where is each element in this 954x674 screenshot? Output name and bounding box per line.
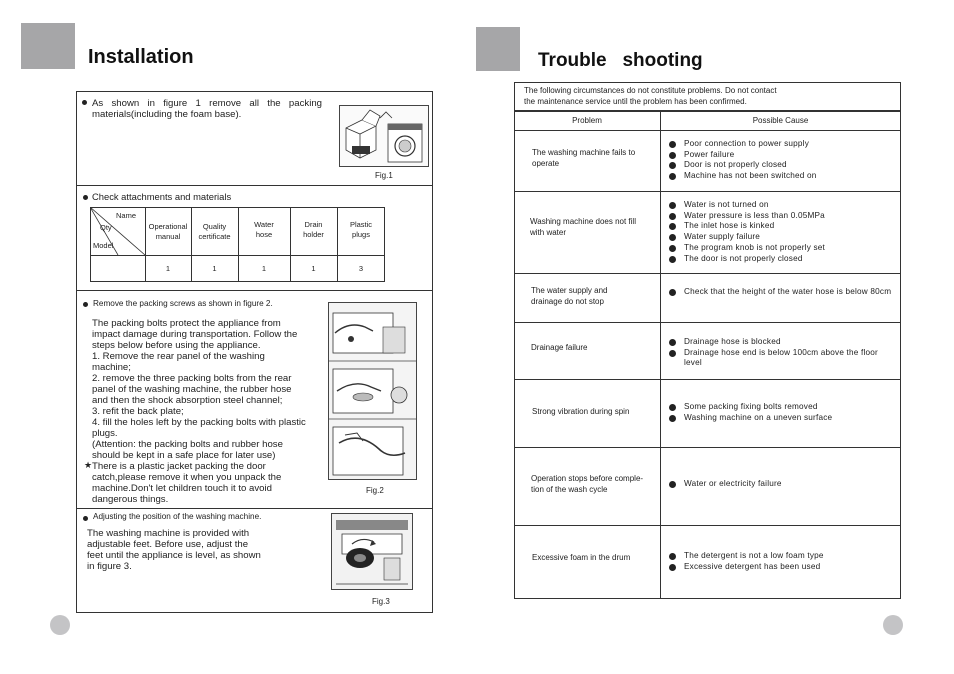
row-divider — [514, 322, 901, 323]
problem-line: Drainage failure — [531, 343, 588, 352]
cause-list — [668, 479, 896, 490]
cause-list — [668, 287, 896, 298]
section2-heading: Check attachments and materials — [92, 191, 232, 202]
fig1-label: Fig.1 — [375, 171, 393, 180]
header-cell — [145, 222, 191, 242]
cause-item: Check that the height of the water hose is below 80cm — [668, 287, 896, 298]
right-page-corner-circle — [883, 615, 903, 635]
instruction-line: machine; — [92, 362, 131, 373]
star-icon: ★ — [84, 460, 93, 470]
problem-line: Washing machine does not fill — [530, 217, 636, 226]
warning-line: dangerous things. — [92, 494, 169, 505]
qty-cell: 1 — [212, 264, 217, 273]
problem-line: with water — [530, 227, 567, 237]
row-divider — [514, 273, 901, 274]
header-cell — [191, 222, 238, 242]
corner-qty: Qty — [100, 223, 112, 232]
cause-item: Water is not turned on — [668, 200, 896, 211]
bullet — [83, 516, 88, 521]
instruction-line: 1. Remove the rear panel of the washing — [92, 351, 265, 362]
left-header-square — [21, 23, 75, 69]
header-line: plugs — [352, 230, 370, 239]
column-header-cause: Possible Cause — [752, 116, 809, 125]
problem-cell — [531, 343, 656, 354]
adjustable-feet-text — [87, 528, 271, 572]
instruction-line: 4. fill the holes left by the packing bolts with plastic — [92, 417, 306, 428]
instruction-line: panel of the washing machine, the rubber hose — [92, 384, 292, 395]
row-divider — [514, 447, 901, 448]
feet-line: adjustable feet. Before use, adjust the — [87, 539, 249, 550]
problem-line: Excessive foam in the drum — [532, 553, 631, 562]
cause-item: Poor connection to power supply — [668, 139, 896, 150]
warning-line: There is a plastic jacket packing the door — [92, 461, 266, 472]
instruction-line: and then the shock absorption steel channel; — [92, 395, 283, 406]
intro-line: the maintenance service until the problem has been confirmed. — [524, 97, 747, 106]
header-line: Operational — [148, 222, 188, 231]
problem-line: Strong vibration during spin — [532, 407, 630, 416]
section3-heading: Remove the packing screws as shown in figure 2. — [93, 299, 273, 308]
fig2-label: Fig.2 — [366, 486, 384, 495]
right-header-square — [476, 27, 520, 71]
qty-cell: 1 — [261, 264, 267, 273]
qty-cell: 3 — [358, 264, 364, 273]
left-page-title: Installation — [88, 46, 194, 68]
cause-item: Machine has not been switched on — [668, 171, 896, 182]
instruction-line: should be kept in a safe place for later use) — [92, 450, 276, 461]
cause-item: The inlet hose is kinked — [668, 221, 896, 232]
row-divider — [514, 191, 901, 192]
cause-item: Washing machine on a uneven surface — [668, 413, 896, 424]
instruction-line: steps below before using the appliance. — [92, 340, 261, 351]
cause-list — [668, 551, 896, 572]
section1-text: As shown in figure 1 remove all the packing materials(including the foam base). — [92, 98, 322, 120]
header-line: certificate — [198, 232, 231, 241]
cause-list — [668, 337, 896, 369]
instruction-line: 2. remove the three packing bolts from the rear — [92, 373, 292, 384]
header-line: Quality — [202, 222, 227, 231]
row-divider — [514, 525, 901, 526]
instruction-line: plugs. — [92, 428, 118, 439]
cause-item: The door is not properly closed — [668, 254, 896, 265]
problem-cell — [532, 407, 657, 418]
cause-item: Some packing fixing bolts removed — [668, 402, 896, 413]
qty-cell: 1 — [165, 264, 171, 273]
cause-list — [668, 402, 896, 423]
header-line: manual — [155, 232, 181, 241]
problem-line: tion of the wash cycle — [531, 484, 608, 494]
cause-item: Drainage hose is blocked — [668, 337, 896, 348]
packing-bolts-instructions — [92, 318, 314, 505]
fig3-label: Fig.3 — [372, 597, 390, 606]
feet-line: feet until the appliance is level, as shown — [87, 550, 261, 561]
bullet — [83, 195, 88, 200]
column-header-problem: Problem — [572, 116, 602, 125]
problem-cell — [531, 286, 656, 307]
warning-line: catch,please remove it when you unpack the — [92, 472, 282, 483]
header-cell — [337, 220, 385, 240]
instruction-line: impact damage during transportation. Follow the — [92, 329, 298, 340]
header-divider — [514, 130, 901, 131]
row-divider — [514, 379, 901, 380]
problem-cell — [532, 553, 657, 564]
bullet — [82, 100, 87, 105]
qty-cell: 1 — [311, 264, 316, 273]
header-line: holder — [303, 230, 324, 239]
cause-item: Drainage hose end is below 100cm above the floor level — [668, 348, 896, 369]
adjustable-feet-illustration — [332, 514, 412, 589]
header-cell — [290, 220, 337, 240]
problem-cell — [530, 217, 655, 238]
cause-item: Water pressure is less than 0.05MPa — [668, 211, 896, 222]
header-line: Plastic — [349, 220, 373, 229]
problem-line: Operation stops before comple- — [531, 474, 644, 483]
cause-item: The detergent is not a low foam type — [668, 551, 896, 562]
cause-item: Water or electricity failure — [668, 479, 896, 490]
feet-line: in figure 3. — [87, 561, 132, 572]
feet-line: The washing machine is provided with — [87, 528, 250, 539]
header-cell — [238, 220, 290, 240]
instruction-line: The packing bolts protect the appliance from — [92, 318, 281, 329]
instruction-line: 3. refit the back plate; — [92, 406, 184, 417]
cause-item: Door is not properly closed — [668, 160, 896, 171]
cause-item: Excessive detergent has been used — [668, 562, 896, 573]
cause-list — [668, 200, 896, 264]
fig3-image — [331, 513, 413, 590]
left-page-corner-circle — [50, 615, 70, 635]
fig1-image — [339, 105, 429, 167]
divider-3 — [76, 508, 433, 509]
unpacking-illustration — [340, 106, 428, 166]
packing-bolts-illustration — [329, 303, 416, 479]
divider-1 — [76, 185, 433, 186]
problem-line: operate — [532, 158, 560, 168]
cause-item: Water supply failure — [668, 232, 896, 243]
right-page-title: Trouble shooting — [538, 50, 703, 71]
header-line: Drain — [304, 220, 323, 229]
problem-cell — [532, 148, 657, 169]
cause-item: Power failure — [668, 150, 896, 161]
divider-2 — [76, 290, 433, 291]
intro-line: The following circumstances do not constitute problems. Do not contact — [524, 86, 777, 95]
fig2-image — [328, 302, 417, 480]
problem-cell — [531, 474, 659, 495]
problem-line: drainage do not stop — [531, 296, 604, 306]
problem-line: The water supply and — [531, 286, 608, 295]
corner-name: Name — [116, 211, 137, 220]
instruction-line: (Attention: the packing bolts and rubber hose — [92, 439, 283, 450]
warning-line: machine.Don't let children touch it to avoid — [92, 483, 272, 494]
cause-list — [668, 139, 896, 182]
cause-item: The program knob is not properly set — [668, 243, 896, 254]
header-line: Water — [254, 220, 274, 229]
header-line: hose — [255, 230, 273, 239]
corner-model: Model — [93, 241, 114, 250]
bullet — [83, 302, 88, 307]
section4-heading: Adjusting the position of the washing machine. — [93, 512, 262, 521]
problem-line: The washing machine fails to — [532, 148, 636, 157]
